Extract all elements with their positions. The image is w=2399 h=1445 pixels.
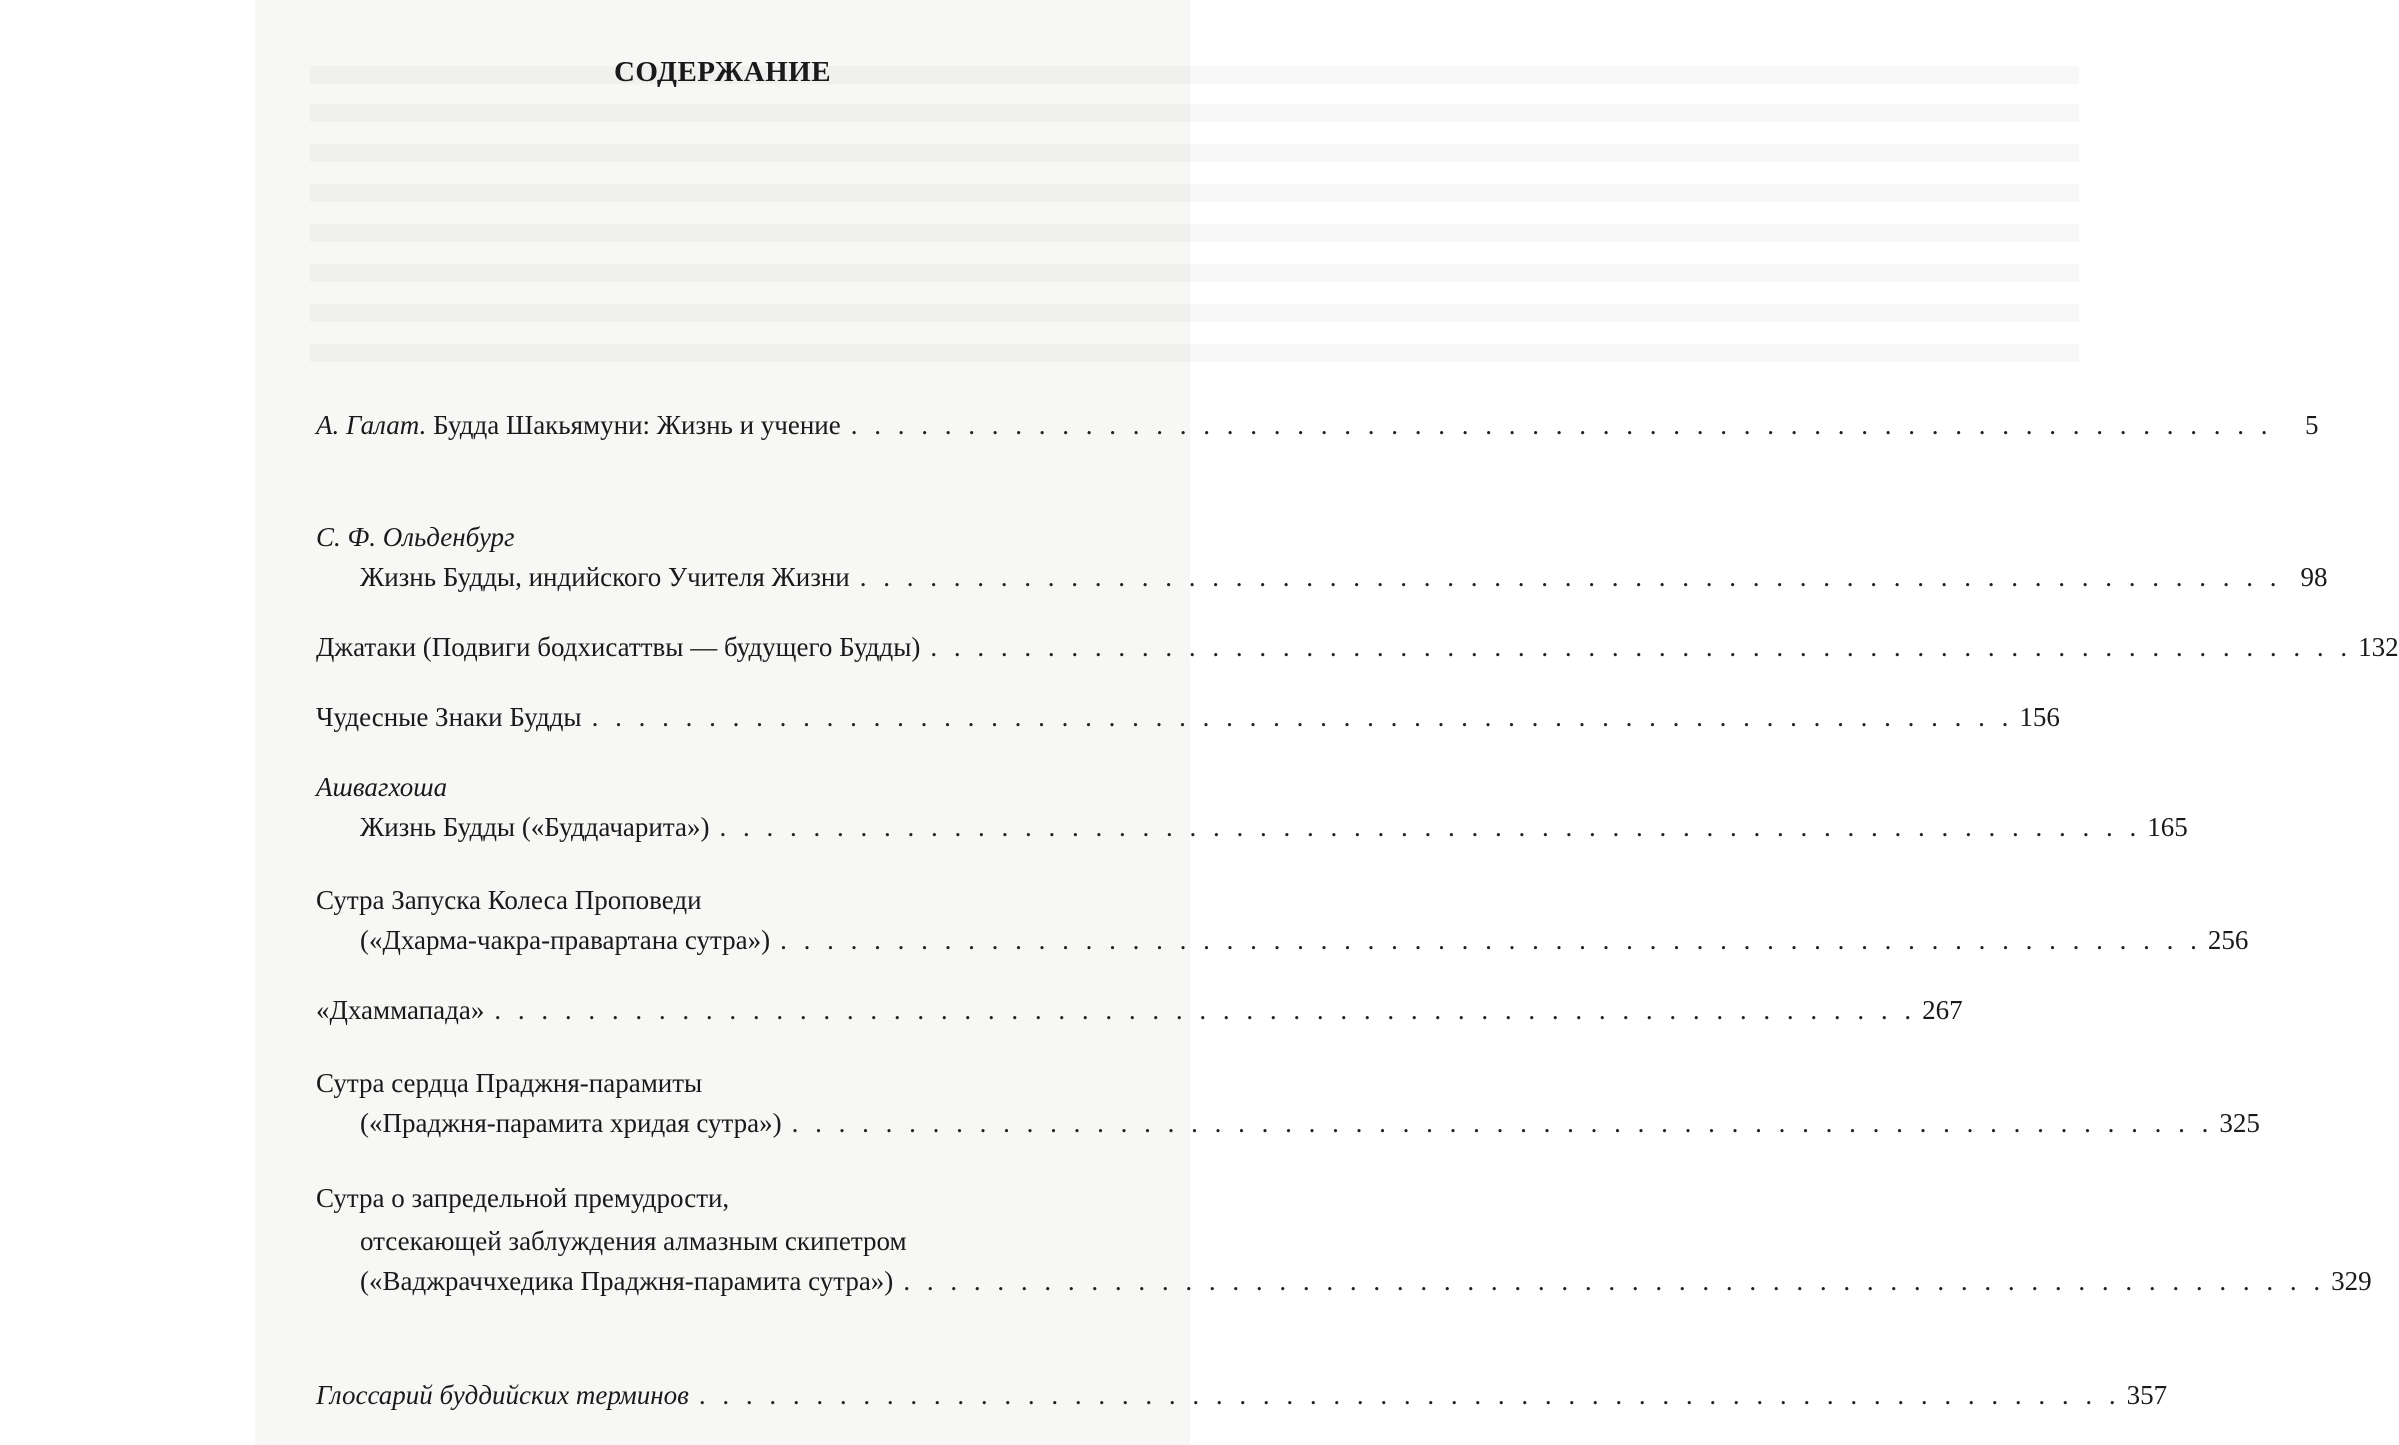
toc-entry-subtitle: («Ваджраччхедика Праджня-парамита сутра») — [360, 1266, 894, 1296]
page-title: СОДЕРЖАНИЕ — [613, 56, 832, 88]
toc-entry-title-continued: отсекающей заблуждения алмазным скипетром — [360, 1226, 907, 1256]
toc-entry-subtitle: («Праджня-парамита хридая сутра») — [360, 1108, 782, 1138]
toc-entry-title: «Дхаммапада» — [316, 995, 485, 1025]
toc-entry — [360, 562, 2328, 596]
toc-author: Ашвагхоша — [316, 772, 448, 802]
toc-page-number: 156 — [2019, 702, 2060, 732]
toc-author: С. Ф. Ольденбург — [316, 522, 515, 552]
toc-entry-title: Сутра о запредельной премудрости, — [316, 1183, 730, 1213]
show-through-line — [310, 224, 2079, 242]
toc-page-number: 98 — [2300, 562, 2328, 592]
show-through-line — [310, 344, 2079, 362]
show-through-line — [310, 184, 2079, 202]
leader-dots: . . . . . . . . . . . . . . . . . . . . . . . . . . . . . . . . . . . . . . . . . . . . . . . . . . . . . . . . . . . . . — [719, 812, 2142, 842]
leader-dots: . . . . . . . . . . . . . . . . . . . . . . . . . . . . . . . . . . . . . . . . . . . . . . . . . . . . . . . . . . . . . — [494, 995, 1917, 1025]
leader-dots: . . . . . . . . . . . . . . . . . . . . . . . . . . . . . . . . . . . . . . . . . . . . . . . . . . . . . . . . . . . . . — [791, 1108, 2214, 1138]
show-through-line — [310, 304, 2079, 322]
leader-dots: . . . . . . . . . . . . . . . . . . . . . . . . . . . . . . . . . . . . . . . . . . . . . . . . . . . . . . . . . . . . . — [698, 1380, 2121, 1410]
toc-entry — [316, 995, 1963, 1029]
toc-entry-title: Джатаки (Подвиги бодхисаттвы — будущего Будды) — [316, 632, 921, 662]
show-through-line — [310, 264, 2079, 282]
leader-dots: . . . . . . . . . . . . . . . . . . . . . . . . . . . . . . . . . . . . . . . . . . . . . . . . . . . . . . . . . . . . . — [591, 702, 2014, 732]
toc-entry — [316, 410, 2319, 444]
toc-page-number: 132 — [2358, 632, 2399, 662]
toc-entry — [316, 1380, 2168, 1414]
toc-page-number: 329 — [2331, 1266, 2372, 1296]
toc-entry-title: Жизнь Будды («Буддачарита») — [360, 812, 710, 842]
toc-entry-title: Сутра Запуска Колеса Проповеди — [316, 885, 702, 915]
toc-entry — [316, 702, 2060, 736]
toc-page-number: 256 — [2207, 925, 2249, 955]
toc-page-number: 267 — [1922, 995, 1963, 1025]
show-through-line — [310, 144, 2079, 162]
leader-dots: . . . . . . . . . . . . . . . . . . . . . . . . . . . . . . . . . . . . . . . . . . . . . . . . . . . . . . . . . . . . . — [780, 925, 2202, 955]
leader-dots: . . . . . . . . . . . . . . . . . . . . . . . . . . . . . . . . . . . . . . . . . . . . . . . . . . . . . . . . . . . . . — [850, 410, 2273, 440]
leader-dots: . . . . . . . . . . . . . . . . . . . . . . . . . . . . . . . . . . . . . . . . . . . . . . . . . . . . . . . . . . . . . — [930, 632, 2353, 662]
toc-entry-title: Чудесные Знаки Будды — [316, 702, 582, 732]
leader-dots: . . . . . . . . . . . . . . . . . . . . . . . . . . . . . . . . . . . . . . . . . . . . . . . . . . . . . . . . . . . . . — [903, 1266, 2326, 1296]
toc-page-number: 165 — [2147, 812, 2188, 842]
toc-entry-title: Сутра сердца Праджня-парамиты — [316, 1068, 703, 1098]
toc-author: А. Галат. — [316, 410, 427, 440]
toc-page-number: 357 — [2126, 1380, 2168, 1410]
show-through-line — [310, 104, 2079, 122]
toc-entry-title: Глоссарий буддийских терминов — [316, 1380, 689, 1410]
toc-entry-title: Будда Шакьямуни: Жизнь и учение — [426, 410, 841, 440]
toc-entry — [360, 812, 2188, 846]
toc-entry — [360, 1266, 2372, 1300]
toc-page-number: 5 — [2305, 410, 2319, 440]
toc-entry — [360, 1108, 2260, 1142]
leader-dots: . . . . . . . . . . . . . . . . . . . . . . . . . . . . . . . . . . . . . . . . . . . . . . . . . . . . . . . . . . . . . — [859, 562, 2282, 592]
toc-entry-subtitle: («Дхарма-чакра-правартана сутра») — [360, 925, 771, 955]
toc-page-number: 325 — [2219, 1108, 2260, 1138]
toc-entry-title: Жизнь Будды, индийского Учителя Жизни — [360, 562, 850, 592]
toc-entry — [360, 925, 2249, 959]
toc-entry — [316, 632, 2399, 666]
